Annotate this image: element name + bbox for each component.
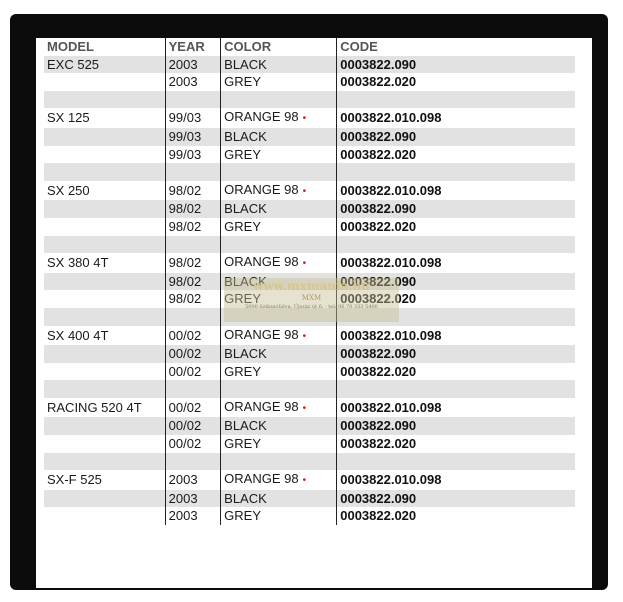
year-cell: 99/03 bbox=[165, 128, 221, 146]
color-cell: GREY bbox=[221, 218, 337, 236]
header-year: YEAR bbox=[165, 38, 221, 56]
year-cell: 2003 bbox=[165, 490, 221, 508]
code-cell: 0003822.010.098 bbox=[340, 472, 442, 488]
table-row bbox=[44, 363, 575, 381]
model-cell bbox=[44, 218, 165, 236]
header-model: MODEL bbox=[44, 38, 165, 56]
year-cell: 2003 bbox=[165, 56, 221, 74]
table-row bbox=[44, 91, 575, 109]
model-cell bbox=[44, 200, 165, 218]
year-cell: 98/02 bbox=[165, 290, 221, 308]
code-cell: 0003822.020 bbox=[340, 146, 417, 162]
model-cell: EXC 525 bbox=[44, 56, 165, 74]
model-cell bbox=[44, 128, 165, 146]
header-code: CODE bbox=[340, 39, 378, 54]
code-cell bbox=[337, 453, 575, 471]
table-row bbox=[44, 435, 575, 453]
table-row bbox=[44, 398, 575, 418]
year-cell: 98/02 bbox=[165, 181, 221, 201]
color-cell: ORANGE 98 • bbox=[221, 326, 337, 346]
color-cell: BLACK bbox=[221, 345, 337, 363]
year-cell: 99/03 bbox=[165, 146, 221, 164]
model-cell bbox=[44, 490, 165, 508]
model-cell bbox=[44, 507, 165, 525]
code-cell bbox=[337, 91, 575, 109]
code-cell: 0003822.020 bbox=[340, 508, 417, 524]
code-cell bbox=[337, 380, 575, 398]
table-row bbox=[44, 200, 575, 218]
code-cell: 0003822.010.098 bbox=[340, 399, 442, 415]
code-cell: 0003822.020 bbox=[340, 291, 417, 307]
year-cell: 98/02 bbox=[165, 273, 221, 291]
color-cell: GREY bbox=[221, 435, 337, 453]
color-cell: GREY bbox=[221, 290, 337, 308]
color-cell bbox=[221, 453, 337, 471]
year-cell bbox=[165, 91, 221, 109]
table-row bbox=[44, 326, 575, 346]
model-cell: SX 250 bbox=[44, 181, 165, 201]
color-cell: BLACK bbox=[221, 490, 337, 508]
watermark bbox=[224, 278, 399, 322]
code-cell: 0003822.020 bbox=[340, 363, 417, 379]
model-cell bbox=[44, 453, 165, 471]
color-cell: ORANGE 98 • bbox=[221, 108, 337, 128]
year-cell: 00/02 bbox=[165, 326, 221, 346]
model-cell bbox=[44, 435, 165, 453]
year-cell: 2003 bbox=[165, 470, 221, 490]
table-row bbox=[44, 417, 575, 435]
table-row bbox=[44, 507, 575, 525]
table-row bbox=[44, 236, 575, 254]
code-cell: 0003822.090 bbox=[337, 345, 575, 363]
code-cell: 0003822.020 bbox=[340, 74, 417, 90]
code-cell: 0003822.010.098 bbox=[340, 182, 442, 198]
model-cell: SX 380 4T bbox=[44, 253, 165, 273]
code-cell: 0003822.090 bbox=[337, 200, 575, 218]
table-row bbox=[44, 253, 575, 273]
table-row bbox=[44, 218, 575, 236]
model-cell: RACING 520 4T bbox=[44, 398, 165, 418]
orange-dot-icon: • bbox=[302, 113, 307, 125]
model-cell bbox=[44, 308, 165, 326]
table-row bbox=[44, 128, 575, 146]
color-cell: GREY bbox=[221, 146, 337, 164]
year-cell bbox=[165, 380, 221, 398]
table-header-row bbox=[44, 38, 575, 56]
color-cell: ORANGE 98 • bbox=[221, 253, 337, 273]
orange-dot-icon: • bbox=[302, 185, 307, 197]
color-cell bbox=[221, 91, 337, 109]
color-cell: ORANGE 98 • bbox=[221, 470, 337, 490]
year-cell: 00/02 bbox=[165, 345, 221, 363]
table-row bbox=[44, 470, 575, 490]
year-cell: 2003 bbox=[165, 73, 221, 91]
code-cell: 0003822.090 bbox=[337, 417, 575, 435]
watermark-logo: MXM bbox=[301, 294, 322, 302]
code-cell: 0003822.090 bbox=[337, 490, 575, 508]
model-cell bbox=[44, 417, 165, 435]
orange-dot-icon: • bbox=[302, 475, 307, 487]
table-row bbox=[44, 380, 575, 398]
year-cell bbox=[165, 163, 221, 181]
year-cell: 98/02 bbox=[165, 253, 221, 273]
color-cell bbox=[221, 236, 337, 254]
model-cell bbox=[44, 236, 165, 254]
year-cell: 00/02 bbox=[165, 398, 221, 418]
code-cell bbox=[337, 163, 575, 181]
table-row bbox=[44, 73, 575, 91]
color-cell: GREY bbox=[221, 507, 337, 525]
color-cell: BLACK bbox=[221, 200, 337, 218]
color-cell: BLACK bbox=[221, 273, 337, 291]
code-cell: 0003822.090 bbox=[337, 56, 575, 74]
model-cell bbox=[44, 380, 165, 398]
model-cell: SX-F 525 bbox=[44, 470, 165, 490]
model-cell bbox=[44, 163, 165, 181]
model-cell bbox=[44, 73, 165, 91]
color-cell: GREY bbox=[221, 73, 337, 91]
code-cell: 0003822.090 bbox=[337, 128, 575, 146]
year-cell: 00/02 bbox=[165, 435, 221, 453]
color-cell bbox=[221, 380, 337, 398]
year-cell: 98/02 bbox=[165, 200, 221, 218]
watermark-url: www.mxmania.hu bbox=[253, 279, 370, 293]
code-cell: 0003822.010.098 bbox=[340, 255, 442, 271]
orange-dot-icon: • bbox=[302, 258, 307, 270]
color-cell bbox=[221, 163, 337, 181]
table-row bbox=[44, 56, 575, 74]
table-row bbox=[44, 453, 575, 471]
table-row bbox=[44, 181, 575, 201]
color-cell: ORANGE 98 • bbox=[221, 181, 337, 201]
model-cell: SX 125 bbox=[44, 108, 165, 128]
table-row bbox=[44, 146, 575, 164]
model-cell: SX 400 4T bbox=[44, 326, 165, 346]
orange-dot-icon: • bbox=[302, 330, 307, 342]
color-cell: BLACK bbox=[221, 417, 337, 435]
year-cell bbox=[165, 236, 221, 254]
color-cell: BLACK bbox=[221, 128, 337, 146]
code-cell: 0003822.020 bbox=[340, 218, 417, 234]
orange-dot-icon: • bbox=[302, 402, 307, 414]
model-cell bbox=[44, 273, 165, 291]
model-cell bbox=[44, 146, 165, 164]
color-cell: ORANGE 98 • bbox=[221, 398, 337, 418]
year-cell: 00/02 bbox=[165, 417, 221, 435]
code-cell: 0003822.020 bbox=[340, 436, 417, 452]
color-cell: BLACK bbox=[221, 56, 337, 74]
model-cell bbox=[44, 345, 165, 363]
header-color: COLOR bbox=[221, 38, 337, 56]
table-row bbox=[44, 345, 575, 363]
table-row bbox=[44, 490, 575, 508]
year-cell: 99/03 bbox=[165, 108, 221, 128]
code-cell: 0003822.010.098 bbox=[340, 327, 442, 343]
code-cell bbox=[337, 236, 575, 254]
year-cell: 98/02 bbox=[165, 218, 221, 236]
code-cell: 0003822.010.098 bbox=[340, 110, 442, 126]
model-cell bbox=[44, 290, 165, 308]
model-cell bbox=[44, 91, 165, 109]
watermark-address: 5000 Szikszófalva, Újszáz út 6. · tel: 06 70 333 5400 bbox=[245, 304, 378, 310]
table-row bbox=[44, 108, 575, 128]
table-row bbox=[44, 163, 575, 181]
year-cell bbox=[165, 453, 221, 471]
color-cell: GREY bbox=[221, 363, 337, 381]
year-cell: 00/02 bbox=[165, 363, 221, 381]
code-cell: 0003822.090 bbox=[337, 273, 575, 291]
model-cell bbox=[44, 363, 165, 381]
year-cell: 2003 bbox=[165, 507, 221, 525]
year-cell bbox=[165, 308, 221, 326]
